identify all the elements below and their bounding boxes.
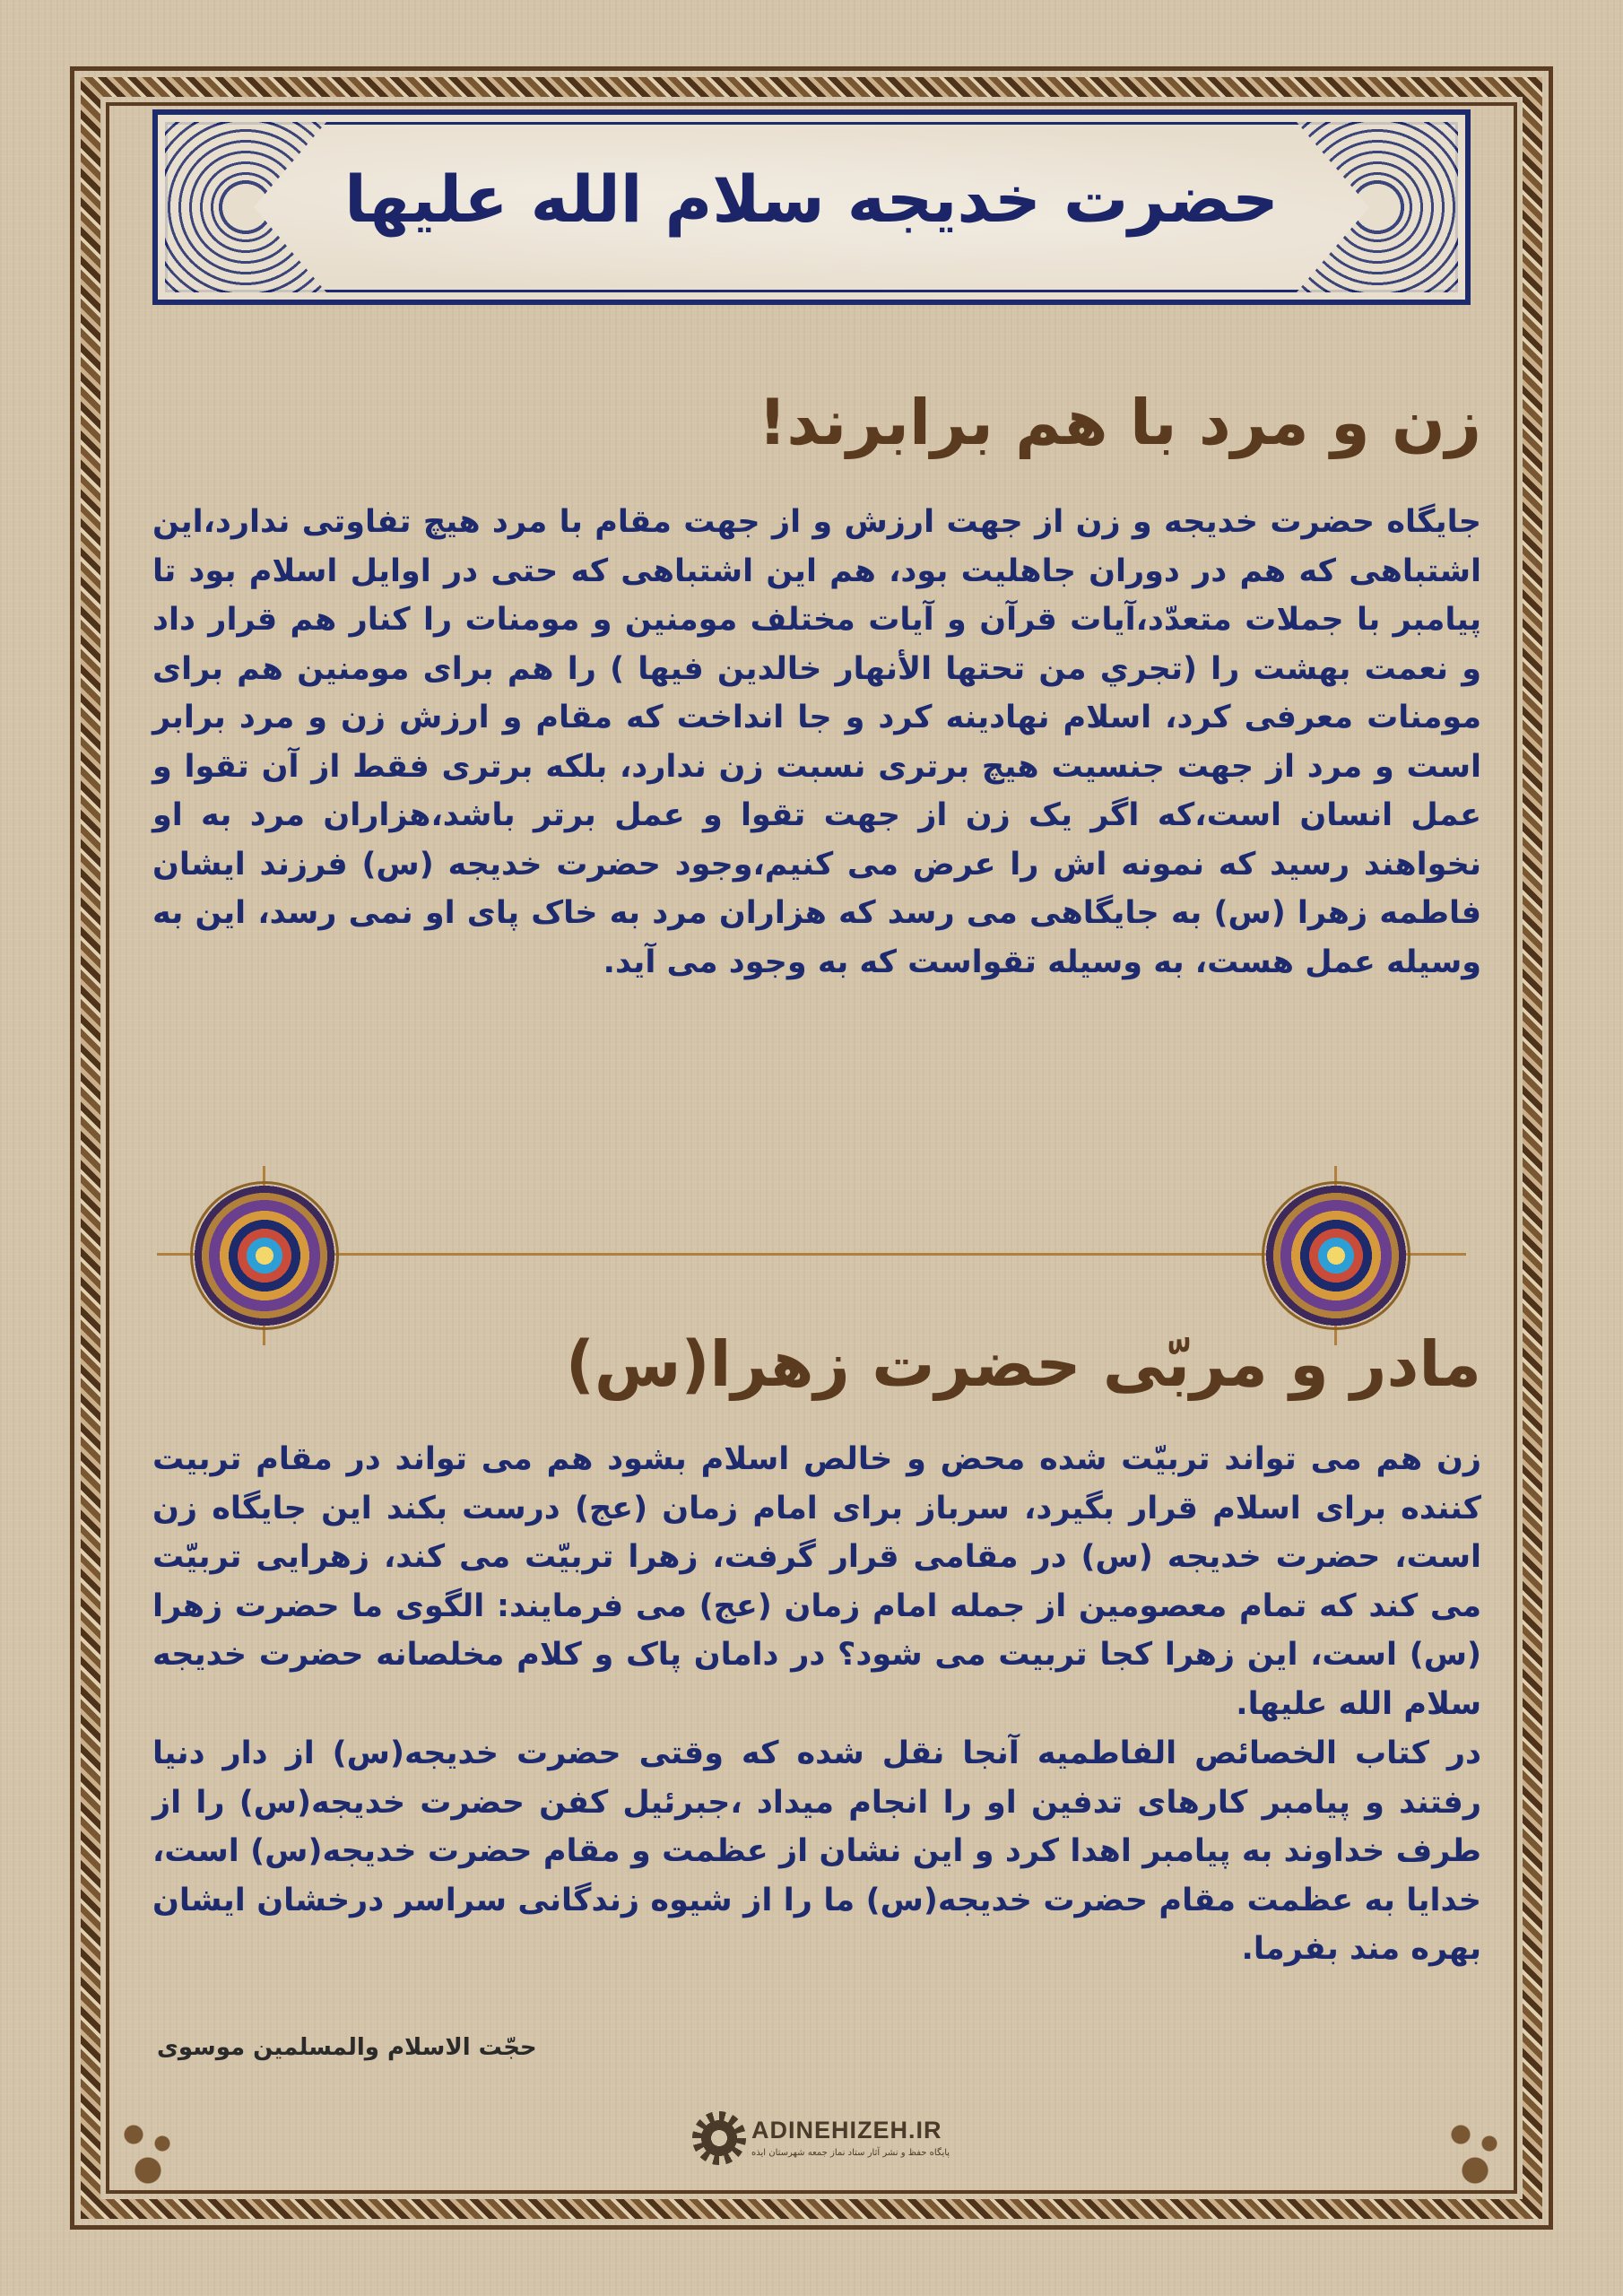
logo-name: ADINEHIZEH.IR — [751, 2117, 942, 2144]
arabesque-left-icon — [165, 122, 326, 292]
medallion-right-icon — [1264, 1184, 1408, 1327]
page-title: حضرت خدیجه سلام الله علیها — [344, 161, 1279, 237]
site-logo[interactable] — [692, 2108, 952, 2170]
logo-tagline: پایگاه حفظ و نشر آثار ستاد نماز جمعه شهرستان ایذه — [751, 2148, 950, 2158]
floral-corner-right-icon — [1439, 2108, 1511, 2197]
signature: حجّت الاسلام والمسلمین موسوی — [157, 2034, 537, 2061]
gear-logo-icon — [692, 2111, 746, 2165]
section-heading-mother: مادر و مربّی حضرت زهرا(س) — [565, 1327, 1481, 1401]
section-heading-equality: زن و مرد با هم برابرند! — [758, 386, 1481, 459]
arabesque-right-icon — [1297, 122, 1458, 292]
medallion-left-icon — [193, 1184, 336, 1327]
floral-corner-left-icon — [112, 2108, 184, 2197]
section-body-khasais: در کتاب الخصائص الفاطمیه آنجا نقل شده که وقتی حضرت خدیجه(س) از دار دنیا رفتند و پیامبر کارهای تدفین او را انجام میداد ،جبرئیل کفن حضرت خدیجه(س) را از طرف خداوند به پیامبر اهدا کرد و این نشان از عظمت و مقام حضرت خدیجه(س) است، خدایا به عظمت مقام حضرت خدیجه(س) ما را از شیوه زندگانی سراسر درخشان ایشان بهره مند بفرما. — [152, 1735, 1481, 1967]
section-body-equality: جایگاه حضرت خدیجه و زن از جهت ارزش و از جهت مقام با مرد هیچ تفاوتی ندارد،این اشتباهی که هم در دوران جاهلیت بود، هم این اشتباهی که حتی در اوایل اسلام بود تا پیامبر با جملات متعدّد،آیات قرآن و آیات مختلف مومنین و مومنات را کنار هم قرار داد و نعمت بهشت را (تجري من تحتها الأنهار خالدين فيها ) را هم برای مومنین هم برای مومنات معرفی کرد، اسلام نهادینه کرد و جا انداخت که مقام و ارزش زن و مرد برابر است و مرد از جهت جنسیت هیچ برتری نسبت زن ندارد، بلکه برتری فقط از آن تقوا و عمل انسان است،که اگر یک زن از جهت تقوا و عمل برتر باشد،هزاران مرد به او نخواهند رسید که نمونه اش را عرض می کنیم،وجود حضرت خدیجه (س) فرزند ایشان فاطمه زهرا (س) به جایگاهی می رسد که هزاران مرد به خاک پای او نمی رسد، این به وسیله عمل هست، به وسیله تقواست که به وجود می آید. — [152, 504, 1481, 980]
title-banner — [152, 109, 1471, 305]
section-body-mother: زن هم می تواند تربیّت شده محض و خالص اسلام بشود هم می تواند در مقام تربیت کننده برای اسلام قرار بگیرد، سرباز برای امام زمان (عج) درست بکند این جایگاه زن است، حضرت خدیجه (س) در مقامی قرار گرفت، زهرا تربیّت می کند، زهرایی تربیّت می کند که تمام معصومین از جمله امام زمان (عج) می فرمایند: الگوی ما حضرت زهرا (س) است، این زهرا کجا تربیت می شود؟ در دامان پاک و کلام مخلصانه حضرت خدیجه سلام الله علیها. — [152, 1441, 1481, 1722]
